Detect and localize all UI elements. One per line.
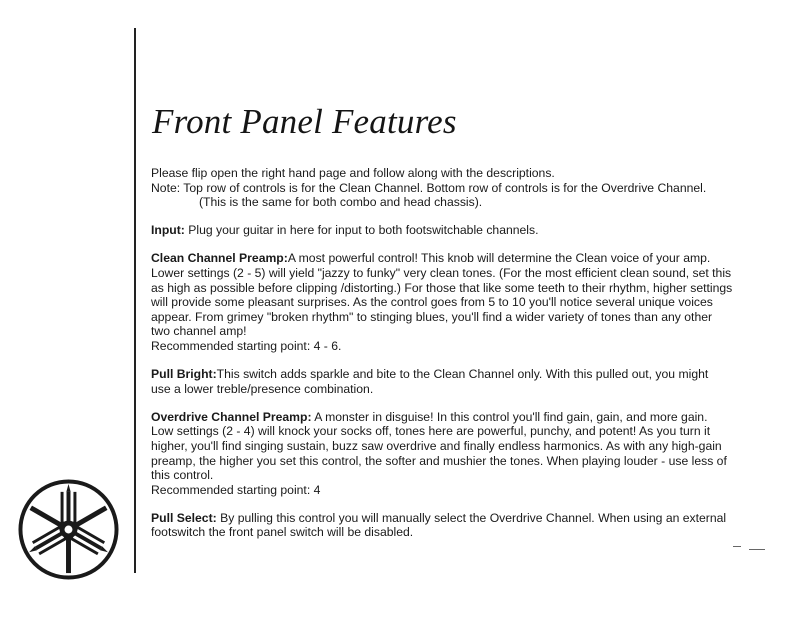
section-term: Overdrive Channel Preamp: (151, 409, 312, 424)
section-text: This switch adds sparkle and bite to the Clean Channel only. With this pulled out, you might (216, 367, 709, 382)
section-text: this control. (151, 468, 214, 483)
scan-mark (749, 549, 765, 550)
section-input (151, 223, 771, 238)
intro-line: Please flip open the right hand page and follow along with the descriptions. (151, 166, 555, 180)
section-text: use a lower treble/presence combination. (151, 381, 374, 396)
section-overdrive-channel-preamp (151, 410, 771, 498)
section-text: preamp, the higher you set this control, the softer and mushier the tones. When playing louder - use less of (151, 453, 727, 468)
scan-mark (733, 546, 741, 547)
recommended-setting: Recommended starting point: 4 - 6. (151, 338, 342, 353)
section-text: Plug your guitar in here for input to both footswitchable channels. (184, 223, 539, 238)
section-term: Clean Channel Preamp: (151, 251, 288, 266)
vertical-margin-rule (134, 28, 136, 573)
section-term: Pull Bright: (151, 367, 217, 382)
recommended-setting: Recommended starting point: 4 (151, 482, 321, 497)
section-term: Input: (151, 223, 185, 238)
section-text: By pulling this control you will manually select the Overdrive Channel. When using an external (216, 510, 727, 525)
intro-block (151, 166, 771, 210)
section-pull-bright (151, 367, 771, 396)
page-body (151, 166, 771, 540)
page-title: Front Panel Features (152, 102, 457, 141)
section-text: will provide some pleasant surprises. As the control goes from 5 to 10 you'll notice several unique voices (151, 295, 713, 310)
section-pull-select (151, 511, 771, 540)
section-clean-channel-preamp (151, 251, 771, 353)
intro-note-continued: (This is the same for both combo and head chassis). (199, 195, 483, 210)
section-text: appear. From grimey "broken rhythm" to stinging blues, you'll find a wider variety of tones than any other (151, 309, 713, 324)
section-text: Lower settings (2 - 5) will yield "jazzy to funky" very clean tones. (For the most efficient clean sound, set this (151, 265, 732, 280)
section-text: footswitch the front panel switch will be disabled. (151, 525, 414, 540)
section-text: A monster in disguise! In this control you'll find gain, gain, and more gain. (311, 409, 708, 424)
section-text: A most powerful control! This knob will determine the Clean voice of your amp. (287, 251, 711, 266)
section-text: Low settings (2 - 4) will knock your socks off, tones here are powerful, punchy, and potent! As you turn it (151, 424, 711, 439)
section-text: higher, you'll find singing sustain, buzz saw overdrive and finally endless harmonics. As with any high-gain (151, 438, 722, 453)
section-text: two channel amp! (151, 324, 247, 339)
intro-note: Note: Top row of controls is for the Clean Channel. Bottom row of controls is for the Overdrive Channel. (151, 180, 707, 195)
section-text: as high as possible before clipping /distorting.) For those that like some teeth to their rhythm, higher settings (151, 280, 733, 295)
section-term: Pull Select: (151, 510, 217, 525)
tuning-fork-emblem-icon (17, 478, 120, 581)
